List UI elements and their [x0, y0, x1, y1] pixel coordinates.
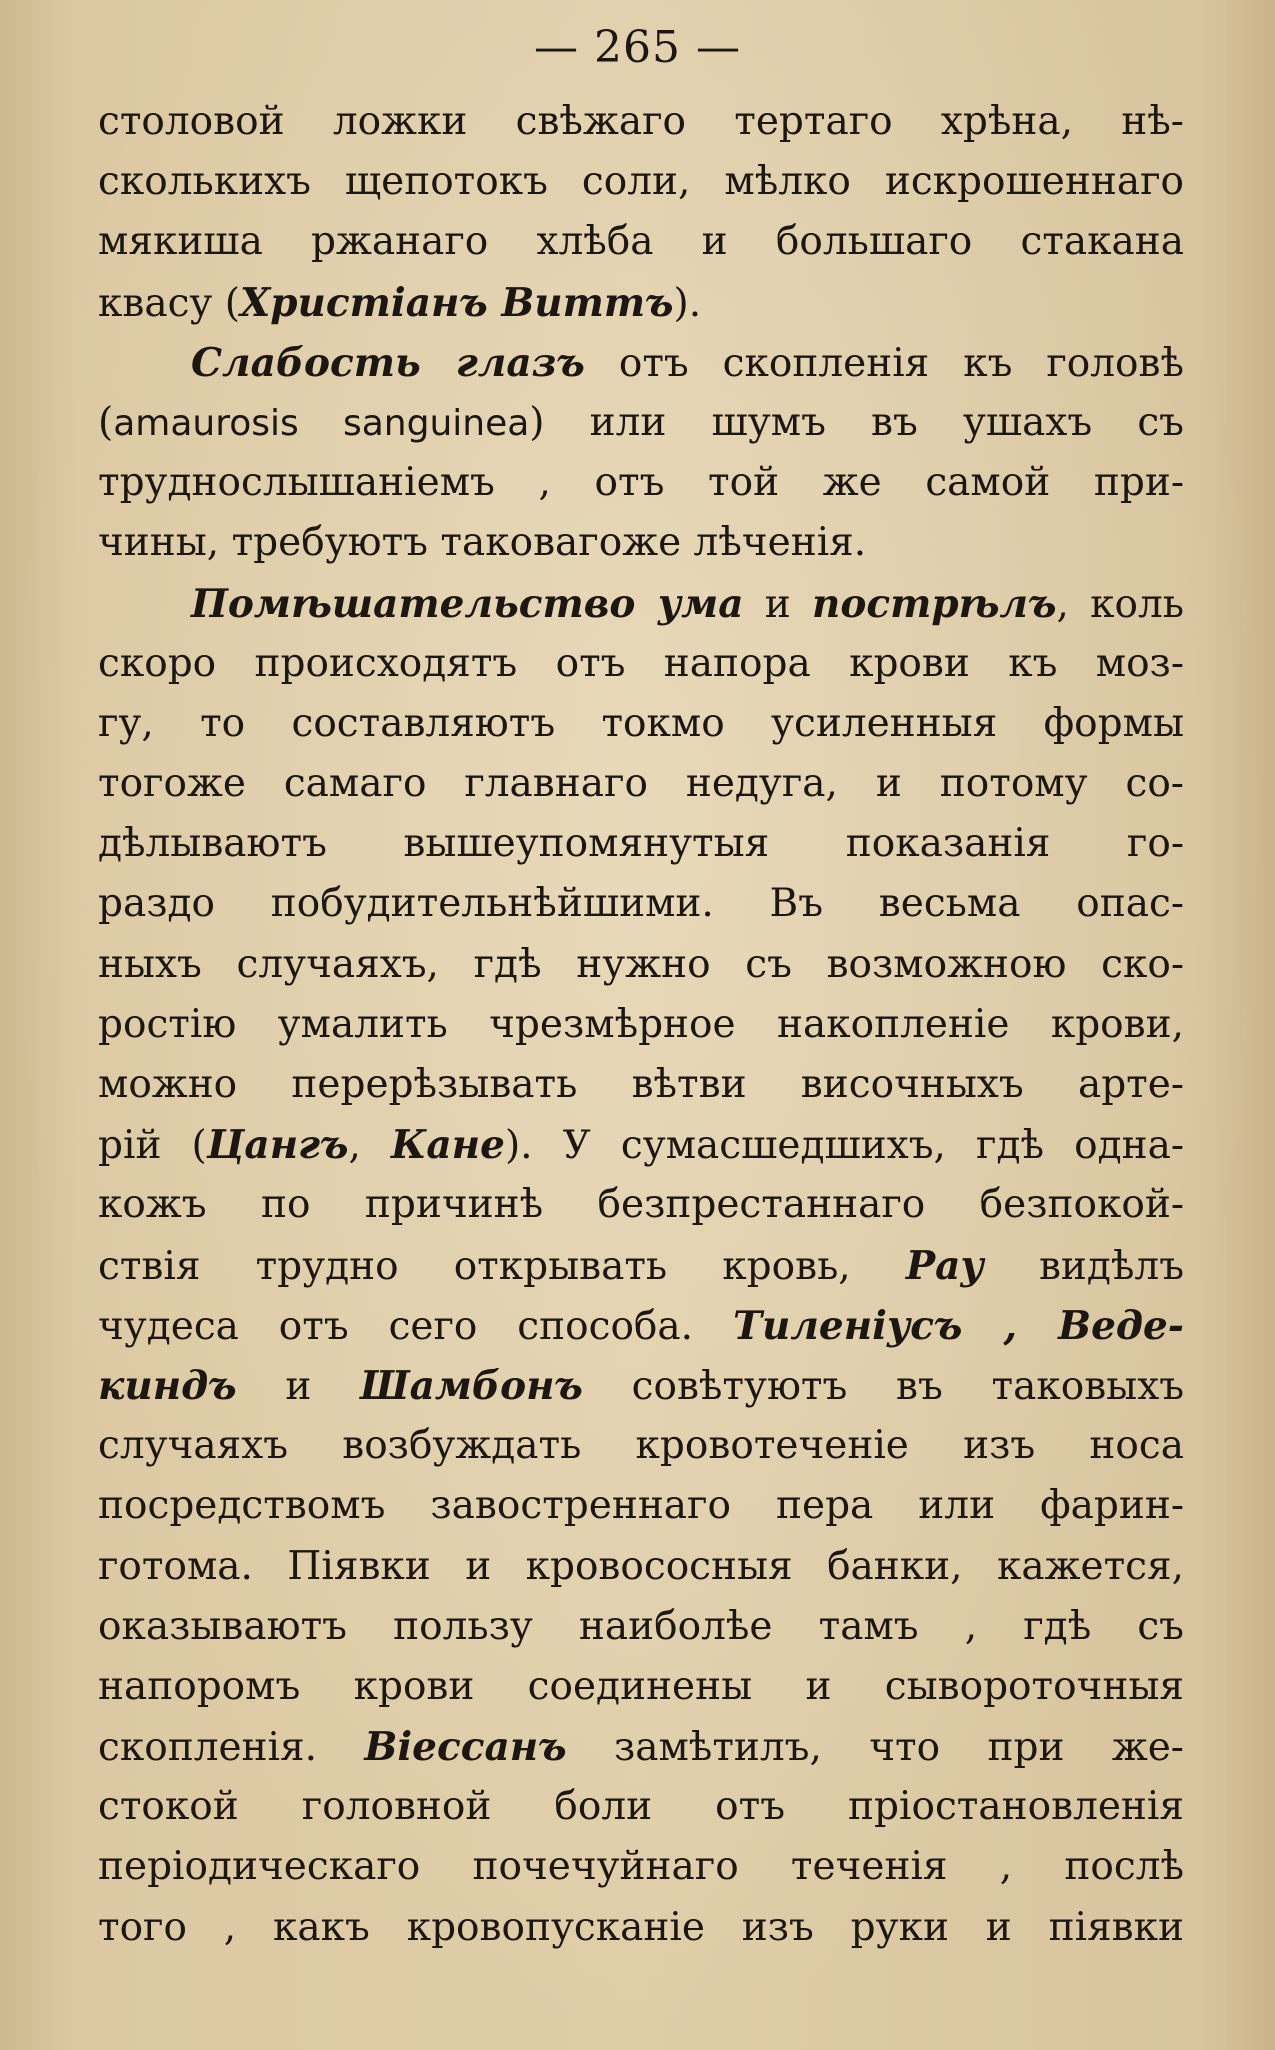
text-line — [98, 874, 1184, 934]
text-run: чины, требуютъ таковагоже лѣченія. — [98, 520, 867, 566]
text-run: стокой головной боли отъ пріостановленія — [98, 1784, 1184, 1830]
text-run: гу, то составляютъ токмо усиленныя формы — [98, 700, 1184, 746]
text-run: труднослышаніемъ , отъ той же самой при- — [98, 460, 1184, 506]
text-line — [98, 1356, 1184, 1416]
text-run: дѣлываютъ вышеупомянутыя показанія го- — [98, 821, 1184, 867]
italic-name: киндъ — [98, 1362, 237, 1409]
text-line — [98, 1537, 1184, 1597]
text-line — [98, 1236, 1184, 1296]
text-line — [98, 1115, 1184, 1175]
text-run: ) или шумъ въ ушахъ съ — [529, 399, 1184, 445]
text-line — [98, 1055, 1184, 1115]
text-line — [98, 333, 1184, 393]
italic-name: пострѣлъ — [811, 580, 1057, 627]
text-line — [98, 995, 1184, 1055]
text-line — [98, 574, 1184, 634]
text-run: ствія трудно открывать кровь, — [98, 1243, 906, 1289]
text-line — [98, 1597, 1184, 1657]
text-line — [98, 92, 1184, 152]
italic-name: Христіанъ Виттъ — [239, 279, 674, 326]
text-run: готома. Піявки и кровососныя банки, кажется, — [98, 1543, 1184, 1589]
text-line — [98, 152, 1184, 212]
text-run: , коль — [1056, 581, 1184, 627]
italic-name: Віессанъ — [364, 1724, 567, 1771]
text-line — [98, 1657, 1184, 1717]
italic-name: Шамбонъ — [360, 1362, 583, 1409]
text-run: и — [743, 581, 812, 627]
text-run: напоромъ крови соединены и сывороточныя — [98, 1663, 1184, 1709]
text-line — [98, 1416, 1184, 1476]
text-line — [98, 453, 1184, 513]
text-line — [98, 1476, 1184, 1536]
text-run: того , какъ кровопусканіе изъ руки и піявки — [98, 1904, 1184, 1950]
text-run: отъ скопленія къ головѣ — [584, 340, 1184, 386]
text-line — [98, 513, 1184, 573]
page-number: — 265 — — [534, 22, 741, 73]
text-line — [98, 1296, 1184, 1356]
text-run: тогоже самаго главнаго недуга, и потому со- — [98, 761, 1184, 807]
text-line — [98, 1717, 1184, 1777]
text-run: сколькихъ щепотокъ соли, мѣлко искрошеннаго — [98, 159, 1184, 205]
italic-name: Цангъ — [206, 1122, 349, 1169]
text-line — [98, 1175, 1184, 1235]
italic-name: Кане — [390, 1122, 505, 1169]
text-line — [98, 273, 1184, 333]
text-line — [98, 1777, 1184, 1837]
text-run: кожъ по причинѣ безпрестаннаго безпокой- — [98, 1182, 1184, 1228]
text-line — [98, 814, 1184, 874]
text-line — [98, 1898, 1184, 1958]
text-run: случаяхъ возбуждать кровотеченіе изъ носа — [98, 1423, 1184, 1469]
text-line — [98, 393, 1184, 453]
text-run: ). У сумасшедшихъ, гдѣ одна- — [504, 1123, 1184, 1169]
text-run: квасу ( — [98, 280, 240, 326]
text-run: ростію умалить чрезмѣрное накопленіе крови, — [98, 1001, 1184, 1047]
latin-term: amaurosis sanguinea — [113, 402, 530, 444]
text-line — [98, 694, 1184, 754]
text-run: раздо побудительнѣйшими. Въ весьма опас- — [98, 881, 1184, 927]
text-run: , — [348, 1123, 391, 1169]
text-run: ныхъ случаяхъ, гдѣ нужно съ возможною ско- — [98, 941, 1184, 987]
text-line — [98, 1837, 1184, 1897]
italic-name: Тиленіусъ , Веде- — [732, 1302, 1184, 1349]
text-run: рій ( — [98, 1123, 207, 1169]
text-run: скоро происходятъ отъ напора крови къ моз- — [98, 640, 1184, 686]
text-line — [98, 935, 1184, 995]
text-run: можно перерѣзывать вѣтви височныхъ арте- — [98, 1062, 1184, 1107]
text-run: видѣлъ — [983, 1243, 1184, 1289]
text-run: скопленія. — [98, 1725, 365, 1771]
text-line — [98, 212, 1184, 272]
text-run: періодическаго почечуйнаго теченія , послѣ — [98, 1844, 1184, 1890]
italic-name: Рау — [905, 1242, 984, 1289]
italic-name: Помѣшательство ума — [191, 580, 744, 627]
text-run: чудеса отъ сего способа. — [98, 1303, 733, 1349]
body-text — [98, 92, 1184, 1958]
text-run: оказываютъ пользу наиболѣе тамъ , гдѣ съ — [98, 1603, 1184, 1649]
text-run: ). — [673, 280, 702, 326]
text-line — [98, 634, 1184, 694]
text-line — [98, 754, 1184, 814]
text-run: посредствомъ завостреннаго пера или фарин- — [98, 1483, 1184, 1529]
text-run: совѣтуютъ въ таковыхъ — [582, 1363, 1184, 1409]
text-run: и — [236, 1363, 361, 1409]
italic-name: Слабость глазъ — [191, 339, 585, 386]
text-run: замѣтилъ, что при же- — [566, 1725, 1184, 1771]
text-run: мякиша ржанаго хлѣба и большаго стакана — [98, 219, 1184, 265]
text-run: ( — [98, 399, 114, 445]
text-run: столовой ложки свѣжаго тертаго хрѣна, нѣ- — [98, 99, 1184, 144]
